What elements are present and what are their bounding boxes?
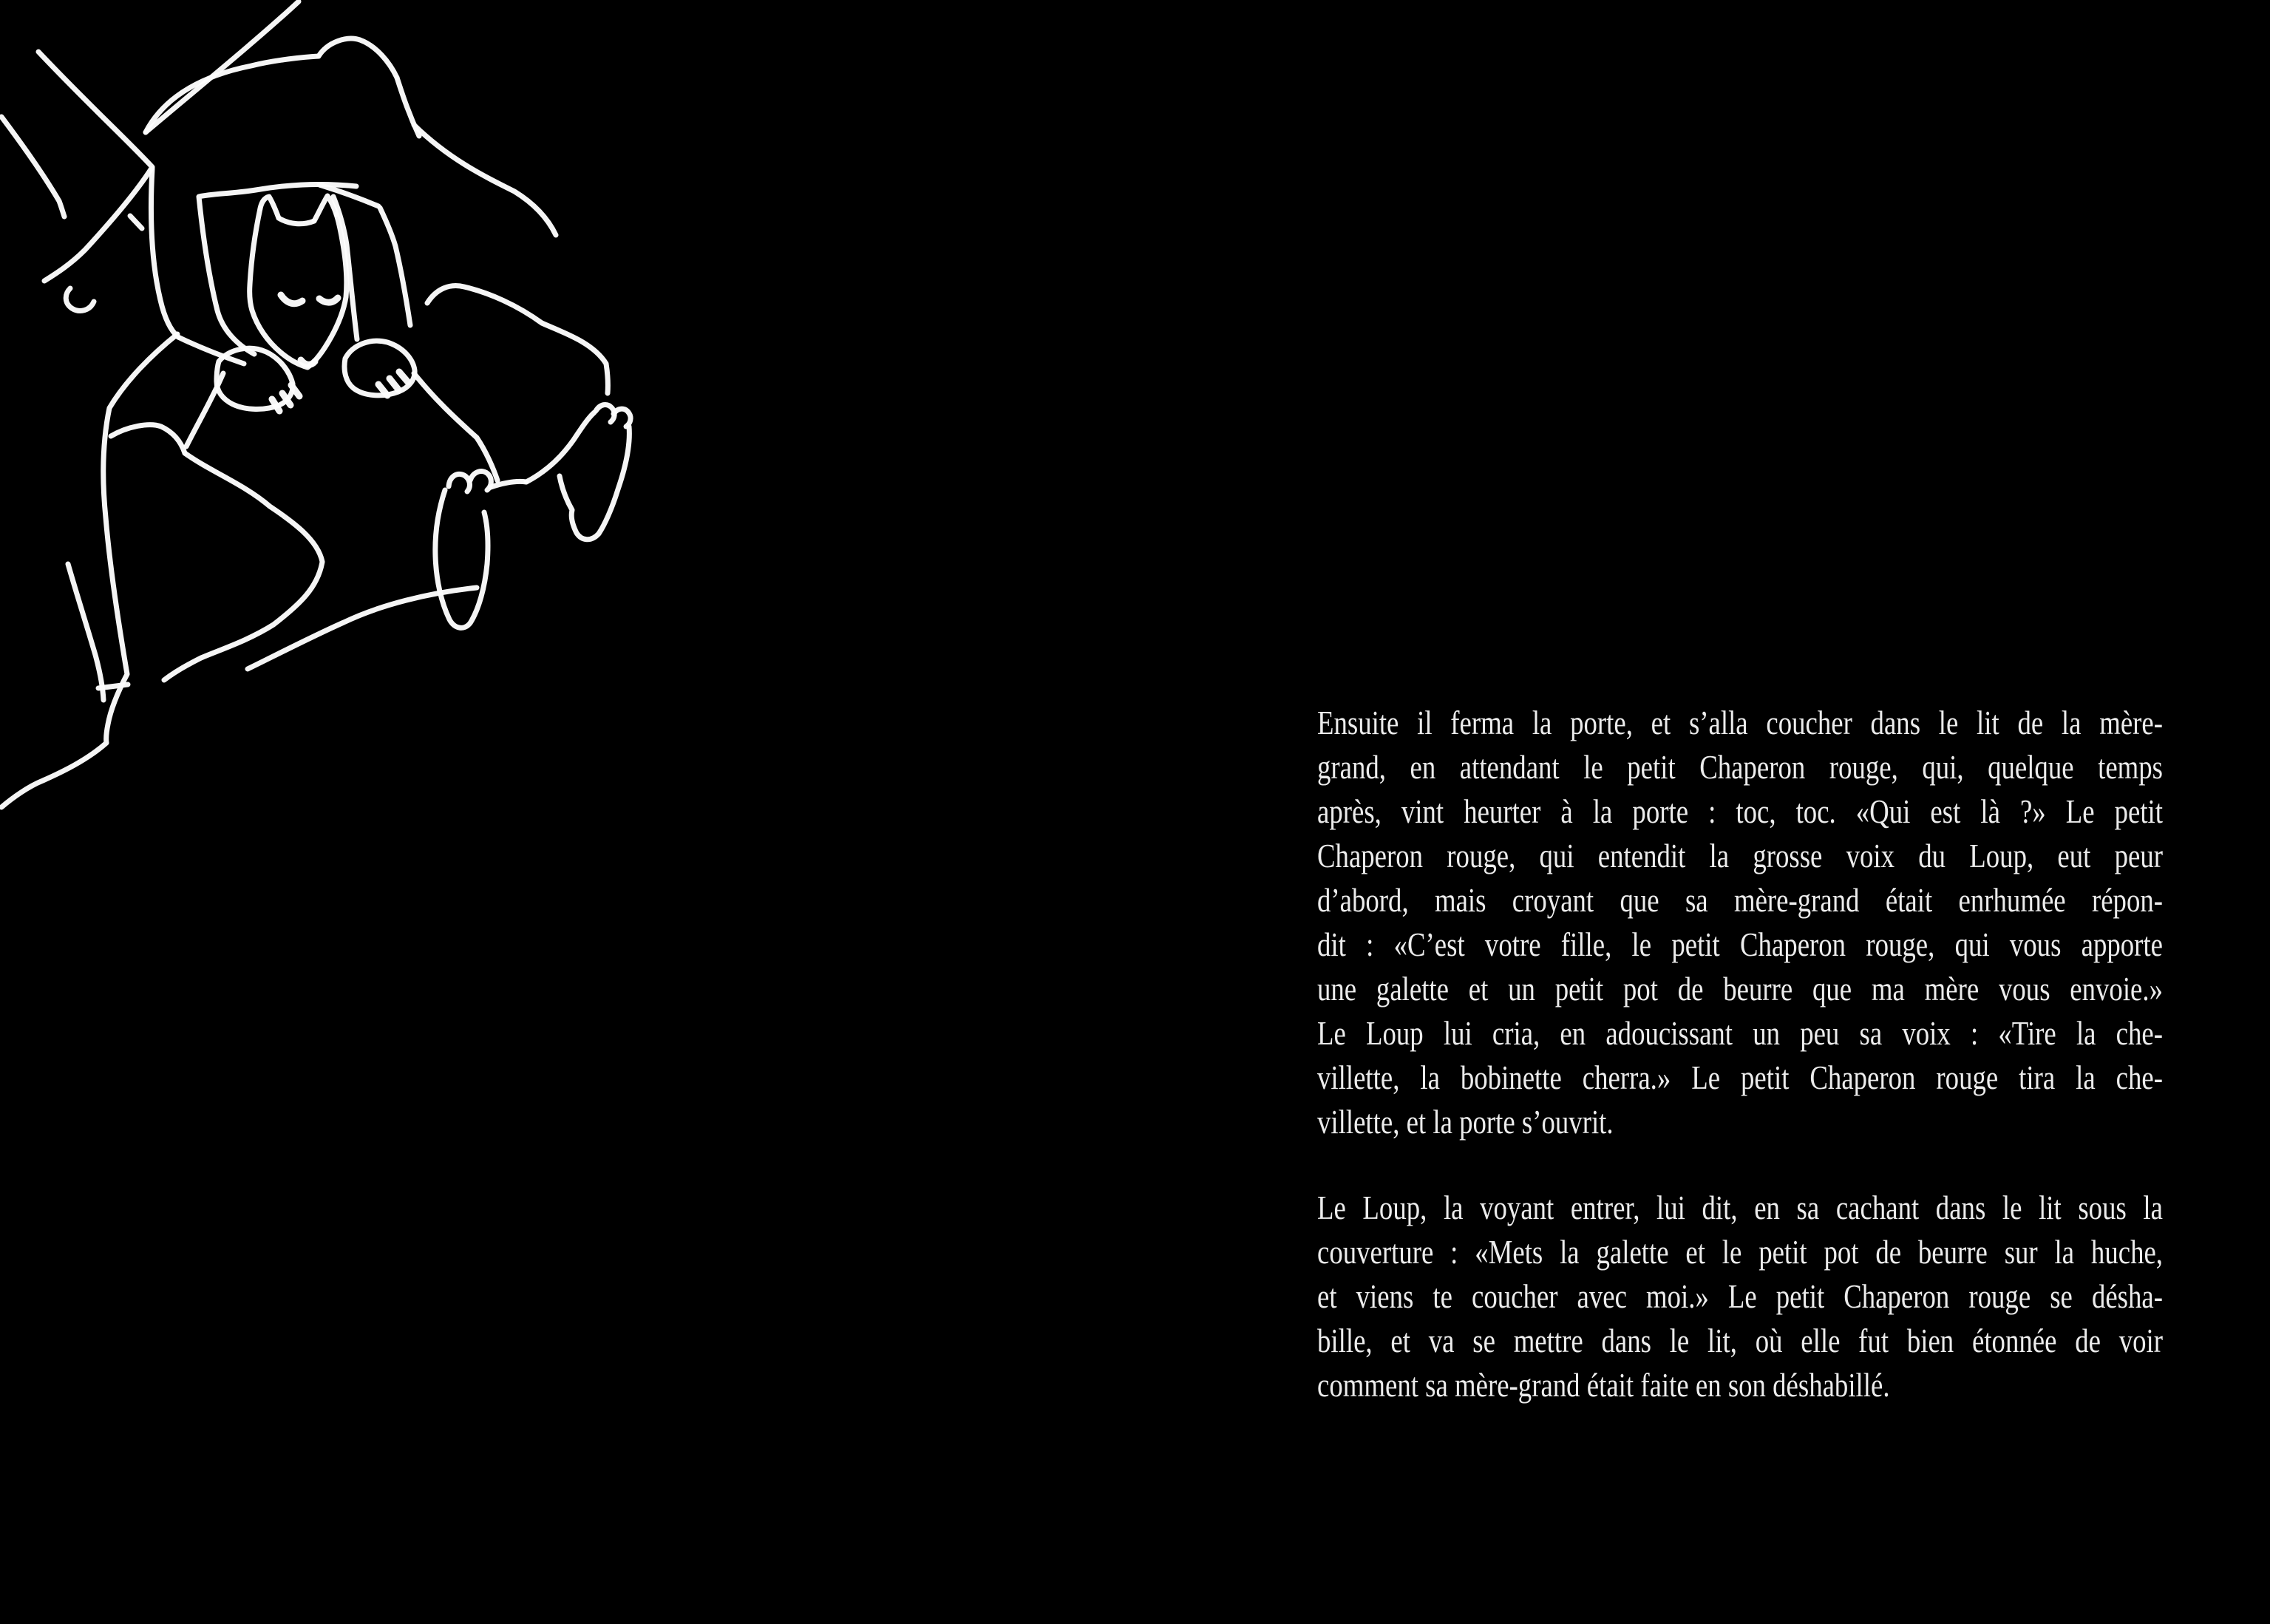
text-line: Le Loup, la voyant entrer, lui dit, en sa cachant dans le lit sous la xyxy=(1317,1189,2163,1226)
left-foot-toe xyxy=(470,472,491,490)
story-paragraph xyxy=(1317,1186,2163,1407)
text-line: Chaperon rouge, qui entendit la grosse voix du Loup, eut peur xyxy=(1317,837,2163,874)
text-line: villette, la bobinette cherra.» Le petit Chaperon rouge tira la che- xyxy=(1317,1059,2163,1096)
text-line: Le Loup lui cria, en adoucissant un peu sa voix : «Tire la che- xyxy=(1317,1014,2163,1052)
wolf-in-bed-illustration xyxy=(0,0,702,828)
wolf-right-eye xyxy=(319,298,338,302)
wolf-face-outline xyxy=(250,208,347,367)
bed-canopy-lines xyxy=(146,1,556,235)
wolf-left-eye xyxy=(281,295,302,304)
story-paragraph xyxy=(1317,701,2163,1144)
curtain-lines xyxy=(1,52,178,337)
text-line: couverture : «Mets la galette et le petit pot de beurre sur la huche, xyxy=(1317,1233,2163,1271)
text-line: comment sa mère-grand était faite en son déshabillé. xyxy=(1317,1366,1890,1404)
wolf-nose xyxy=(301,360,315,364)
text-line: villette, et la porte s’ouvrit. xyxy=(1317,1103,1614,1141)
left-foot-toe xyxy=(449,474,469,492)
wolf-head xyxy=(250,196,347,367)
text-line: une galette et un petit pot de beurre que ma mère vous envoie.» xyxy=(1317,970,2163,1008)
text-line: après, vint heurter à la porte : toc, toc. «Qui est là ?» Le petit xyxy=(1317,792,2163,830)
text-line: dit : «C’est votre fille, le petit Chaperon rouge, qui vous apporte xyxy=(1317,925,2163,963)
left-foot-sole xyxy=(435,490,488,628)
pillow-lines xyxy=(199,185,410,354)
text-line: d’abord, mais croyant que sa mère-grand était enrhumée répon- xyxy=(1317,881,2163,919)
story-text xyxy=(1317,701,2163,1407)
text-line: Ensuite il ferma la porte, et s’alla coucher dans le lit de la mère- xyxy=(1317,704,2163,741)
text-line: grand, en attendant le petit Chaperon rouge, qui, quelque temps xyxy=(1317,748,2163,786)
wolf-left-claws xyxy=(272,385,299,411)
wolf-head-top xyxy=(279,218,314,224)
feet xyxy=(435,404,631,628)
text-line: et viens te coucher avec moi.» Le petit Chaperon rouge se désha- xyxy=(1317,1277,2163,1315)
wolf-left-ear xyxy=(260,197,279,218)
right-foot-instep xyxy=(526,412,594,482)
text-line: bille, et va se mettre dans le lit, où elle fut bien étonnée de voir xyxy=(1317,1322,2163,1359)
